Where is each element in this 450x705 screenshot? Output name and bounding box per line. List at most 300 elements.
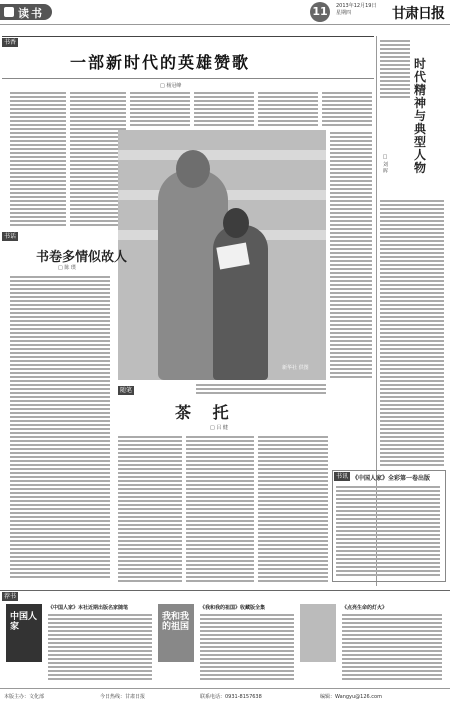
text-line [258,552,328,554]
text-line [336,514,440,516]
text-line [330,208,372,210]
text-line [10,204,66,206]
text-line [380,292,444,294]
text-line [194,92,254,94]
text-line [10,544,110,546]
text-line [336,550,440,552]
text-line [342,658,442,660]
text-line [380,88,410,90]
text-line [10,100,66,102]
book-cover-title: 中国人家 [10,612,38,632]
text-line [330,352,372,354]
text-line [48,674,152,676]
text-line [258,492,328,494]
text-line [336,574,440,576]
text-line [200,654,294,656]
text-line [322,120,372,122]
text-line [10,180,66,182]
text-line [70,112,126,114]
text-line [258,564,328,566]
woman-head [223,208,249,238]
text-line [258,512,328,514]
text-line [10,316,110,318]
text-line [10,456,110,458]
text-line [70,100,126,102]
text-line [380,424,444,426]
book-cover-title: 我和我的祖国 [162,612,190,632]
text-line [330,160,372,162]
text-line [380,408,444,410]
text-line [380,352,444,354]
text-line [258,464,328,466]
text-line [70,116,126,118]
text-line [330,204,372,206]
text-line [10,384,110,386]
text-line [186,572,254,574]
text-line [380,460,444,462]
text-line [200,674,294,676]
text-line [10,464,110,466]
text-line [258,560,328,562]
text-line [330,368,372,370]
text-line [130,92,190,94]
text-line [10,220,66,222]
text-line [118,452,182,454]
text-line [186,448,254,450]
text-line [10,304,110,306]
text-line [118,460,182,462]
text-line [380,64,410,66]
text-line [336,526,440,528]
text-line [380,344,444,346]
text-line [118,524,182,526]
text-line [118,536,182,538]
text-line [330,376,372,378]
text-line [10,528,110,530]
text-line [10,160,66,162]
headline-rule [2,78,374,79]
text-line [342,622,442,624]
text-line [118,552,182,554]
text-line [330,372,372,374]
text-line [10,400,110,402]
text-line [118,440,182,442]
text-line [10,128,66,130]
text-line [118,492,182,494]
text-line [70,96,126,98]
text-line [380,96,410,98]
text-line [330,312,372,314]
text-line [10,536,110,538]
text-line [10,368,110,370]
issue-date [336,3,396,17]
text-line [330,272,372,274]
text-line [380,356,444,358]
book-cover [158,604,194,662]
text-line [10,432,110,434]
text-line [342,670,442,672]
text-line [380,364,444,366]
text-line [336,538,440,540]
text-line [330,196,372,198]
text-line [10,136,66,138]
text-line [48,626,152,628]
news-box-title: 《中国人家》全彩第一卷出版 [352,475,431,482]
text-line [10,476,110,478]
text-line [186,520,254,522]
text-line [330,148,372,150]
text-line [48,630,152,632]
text-line [380,216,444,218]
text-line [10,440,110,442]
text-line [330,164,372,166]
text-line [380,236,444,238]
text-line [330,168,372,170]
text-line [10,288,110,290]
text-line [380,432,444,434]
text-line [258,100,318,102]
text-line [380,208,444,210]
text-line [380,332,444,334]
text-line [330,320,372,322]
text-line [336,518,440,520]
text-line [330,184,372,186]
text-line [380,244,444,246]
text-line [258,472,328,474]
man-head [176,150,210,188]
text-line [130,96,190,98]
text-line [380,56,410,58]
text-line [330,240,372,242]
text-line [380,80,410,82]
text-line [330,248,372,250]
text-line [186,524,254,526]
book-cover [6,604,42,662]
book-caption: 《我和我的祖国》收藏版全集 [200,605,266,611]
text-line [342,614,442,616]
text-line [10,572,110,574]
text-line [118,508,182,510]
text-line [342,646,442,648]
text-line [118,520,182,522]
text-line [10,472,110,474]
text-line [10,164,66,166]
text-line [342,678,442,680]
footer-phone: 联系电话：0931-8157638 [200,694,262,700]
text-line [10,296,110,298]
footer-email: 编辑：Wangyu@126.com [320,694,382,700]
text-line [380,400,444,402]
footer-editor: 本版主办：文化部 [4,694,45,700]
text-line [10,308,110,310]
text-line [342,674,442,676]
text-line [194,112,254,114]
article2-byline: □ 陈 璞 [58,265,76,271]
text-line [258,508,328,510]
text-line [258,504,328,506]
text-line [258,124,318,126]
text-line [48,646,152,648]
text-line [330,188,372,190]
text-line [380,84,410,86]
text-line [186,496,254,498]
text-line [330,292,372,294]
text-line [380,248,444,250]
text-line [380,268,444,270]
section-label: 书话 [4,233,17,240]
text-line [330,232,372,234]
text-line [130,100,190,102]
text-line [200,642,294,644]
text-line [118,468,182,470]
text-line [186,460,254,462]
text-line [380,436,444,438]
text-line [380,296,444,298]
text-line [48,662,152,664]
text-line [48,622,152,624]
text-line [380,440,444,442]
text-line [330,172,372,174]
text-line [330,192,372,194]
text-line [258,544,328,546]
text-line [330,228,372,230]
text-line [380,420,444,422]
text-line [380,288,444,290]
text-line [48,618,152,620]
text-line [10,280,110,282]
text-line [380,372,444,374]
text-line [186,532,254,534]
text-line [380,444,444,446]
text-line [10,300,110,302]
text-line [10,284,110,286]
text-line [342,666,442,668]
text-line [10,208,66,210]
article2-headline: 书卷多情似故人 [36,250,128,265]
article1-byline: □ 杨冠峰 [160,83,182,89]
text-line [10,552,110,554]
text-line [258,580,328,582]
text-line [186,472,254,474]
text-line [380,60,410,62]
text-line [194,116,254,118]
text-line [258,516,328,518]
article-photo [118,130,326,380]
text-line [200,662,294,664]
text-line [10,276,110,278]
text-line [258,576,328,578]
text-line [48,654,152,656]
text-line [330,308,372,310]
text-line [380,380,444,382]
text-line [380,280,444,282]
text-line [330,220,372,222]
text-line [10,96,66,98]
text-line [10,380,110,382]
text-line [336,566,440,568]
text-line [130,120,190,122]
text-line [258,572,328,574]
text-line [118,580,182,582]
text-line [186,560,254,562]
text-line [258,540,328,542]
text-line [186,468,254,470]
text-line [342,634,442,636]
text-line [330,224,372,226]
text-line [186,528,254,530]
text-line [186,508,254,510]
text-line [380,428,444,430]
text-line [380,92,410,94]
text-line [342,638,442,640]
text-line [258,452,328,454]
text-line [380,304,444,306]
text-line [186,444,254,446]
text-line [258,524,328,526]
text-line [258,460,328,462]
text-line [118,540,182,542]
text-line [330,360,372,362]
text-line [258,440,328,442]
text-line [380,284,444,286]
page-footer [0,688,450,705]
text-line [186,484,254,486]
text-line [10,420,110,422]
text-line [258,92,318,94]
text-line [118,464,182,466]
text-line [330,304,372,306]
text-line [186,476,254,478]
text-line [258,536,328,538]
text-line [194,108,254,110]
text-line [330,348,372,350]
text-line [70,92,126,94]
text-line [186,516,254,518]
text-line [10,512,110,514]
text-line [258,120,318,122]
page-number: 11 [310,2,330,22]
text-line [322,100,372,102]
text-line [336,562,440,564]
text-line [118,576,182,578]
text-line [258,448,328,450]
text-line [10,184,66,186]
text-line [330,264,372,266]
text-line [118,548,182,550]
text-line [200,638,294,640]
text-line [10,120,66,122]
section-label: 书讯 [336,473,349,480]
text-line [118,556,182,558]
text-line [330,344,372,346]
text-line [10,412,110,414]
text-line [380,404,444,406]
text-line [10,576,110,578]
section-label: 书香 [4,39,17,46]
text-line [380,252,444,254]
text-line [336,510,440,512]
text-line [186,480,254,482]
section-title: 读书 [18,7,44,20]
text-line [10,152,66,154]
text-line [380,68,410,70]
text-line [380,308,444,310]
text-line [196,392,326,394]
section-label: 荐书 [4,593,17,600]
text-line [200,650,294,652]
text-line [10,320,110,322]
text-line [330,236,372,238]
text-line [380,272,444,274]
weekday-line: 星期四 [336,10,352,16]
text-line [10,520,110,522]
text-line [10,500,110,502]
text-line [330,328,372,330]
text-line [194,100,254,102]
text-line [380,232,444,234]
text-line [186,540,254,542]
text-line [10,328,110,330]
text-line [48,658,152,660]
text-line [380,324,444,326]
text-line [10,396,110,398]
text-line [10,124,66,126]
text-line [186,548,254,550]
text-line [118,544,182,546]
text-line [10,468,110,470]
text-line [186,552,254,554]
text-line [380,204,444,206]
text-line [380,448,444,450]
text-line [186,504,254,506]
section-label: 随笔 [120,387,133,394]
text-line [342,650,442,652]
text-line [330,284,372,286]
text-line [118,476,182,478]
text-line [130,124,190,126]
text-line [330,256,372,258]
text-line [10,116,66,118]
text-line [258,468,328,470]
text-line [186,568,254,570]
text-line [330,244,372,246]
text-line [380,72,410,74]
newspaper-logo: 甘肃日报 [392,6,444,22]
text-line [10,480,110,482]
text-line [336,558,440,560]
text-line [118,448,182,450]
top-rule [2,36,374,37]
text-line [380,392,444,394]
text-line [380,76,410,78]
text-line [258,548,328,550]
text-line [10,532,110,534]
text-line [186,544,254,546]
text-line [118,436,182,438]
text-line [336,534,440,536]
text-line [200,634,294,636]
text-line [10,176,66,178]
text-line [258,532,328,534]
text-line [258,104,318,106]
text-line [10,516,110,518]
text-line [380,200,444,202]
text-line [330,332,372,334]
text-line [118,532,182,534]
text-line [330,180,372,182]
text-line [336,546,440,548]
text-line [380,416,444,418]
